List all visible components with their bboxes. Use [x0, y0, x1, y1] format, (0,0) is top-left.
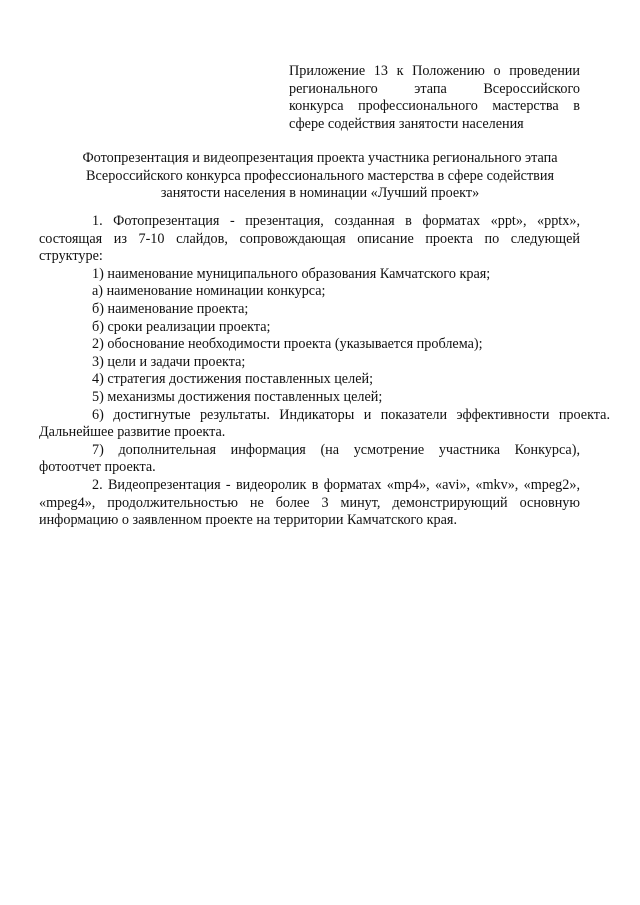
text-line: состоящая из 7-10 слайдов, сопровождающая описание проекта по следующей [39, 230, 580, 247]
list-item: 3) цели и задачи проекта; [92, 353, 246, 370]
list-item: б) наименование проекта; [92, 300, 249, 317]
appendix-line: регионального этапа Всероссийского [289, 80, 580, 97]
list-item: б) сроки реализации проекта; [92, 318, 271, 335]
title-line: занятости населения в номинации «Лучший проект» [160, 185, 480, 202]
title-line: Фотопрезентация и видеопрезентация проекта участника регионального этапа [82, 150, 558, 166]
paragraph-video-presentation [39, 476, 580, 530]
text-line: фотоотчет проекта. [39, 459, 156, 476]
structure-list [62, 266, 580, 407]
text-line: Дальнейшее развитие проекта. [39, 424, 226, 441]
appendix-line: конкурса профессионального мастерства в [289, 98, 580, 115]
list-item: 1) наименование муниципального образования Камчатского края; [92, 265, 491, 282]
text-line: 6) достигнутые результаты. Индикаторы и показатели эффективности проекта. [92, 406, 610, 423]
list-item: 4) стратегия достижения поставленных целей; [92, 371, 374, 388]
list-item: а) наименование номинации конкурса; [92, 283, 326, 300]
document-title [40, 150, 600, 203]
appendix-line: Приложение 13 к Положению о проведении [289, 63, 580, 79]
appendix-header [289, 63, 580, 133]
text-line: 2. Видеопрезентация - видеоролик в форматах «mp4», «avi», «mkv», «mpeg2», [92, 476, 580, 493]
text-line: информацию о заявленном проекте на территории Камчатского края. [39, 512, 458, 529]
list-item: 5) механизмы достижения поставленных целей; [92, 388, 383, 405]
text-line: «mpeg4», продолжительностью не более 3 минут, демонстрирующий основную [39, 494, 580, 511]
list-item-results [39, 406, 610, 442]
document-body [39, 213, 610, 530]
appendix-line: сфере содействия занятости населения [289, 115, 524, 132]
list-item-additional-info [39, 441, 580, 477]
text-line: 1. Фотопрезентация - презентация, созданная в форматах «ppt», «pptx», [92, 213, 580, 229]
text-line: структуре: [39, 248, 103, 265]
text-line: 7) дополнительная информация (на усмотрение участника Конкурса), [92, 441, 580, 458]
list-item: 2) обоснование необходимости проекта (указывается проблема); [92, 336, 483, 353]
paragraph-photo-presentation [39, 213, 580, 266]
title-line: Всероссийского конкурса профессионального мастерства в сфере содействия [86, 167, 554, 184]
